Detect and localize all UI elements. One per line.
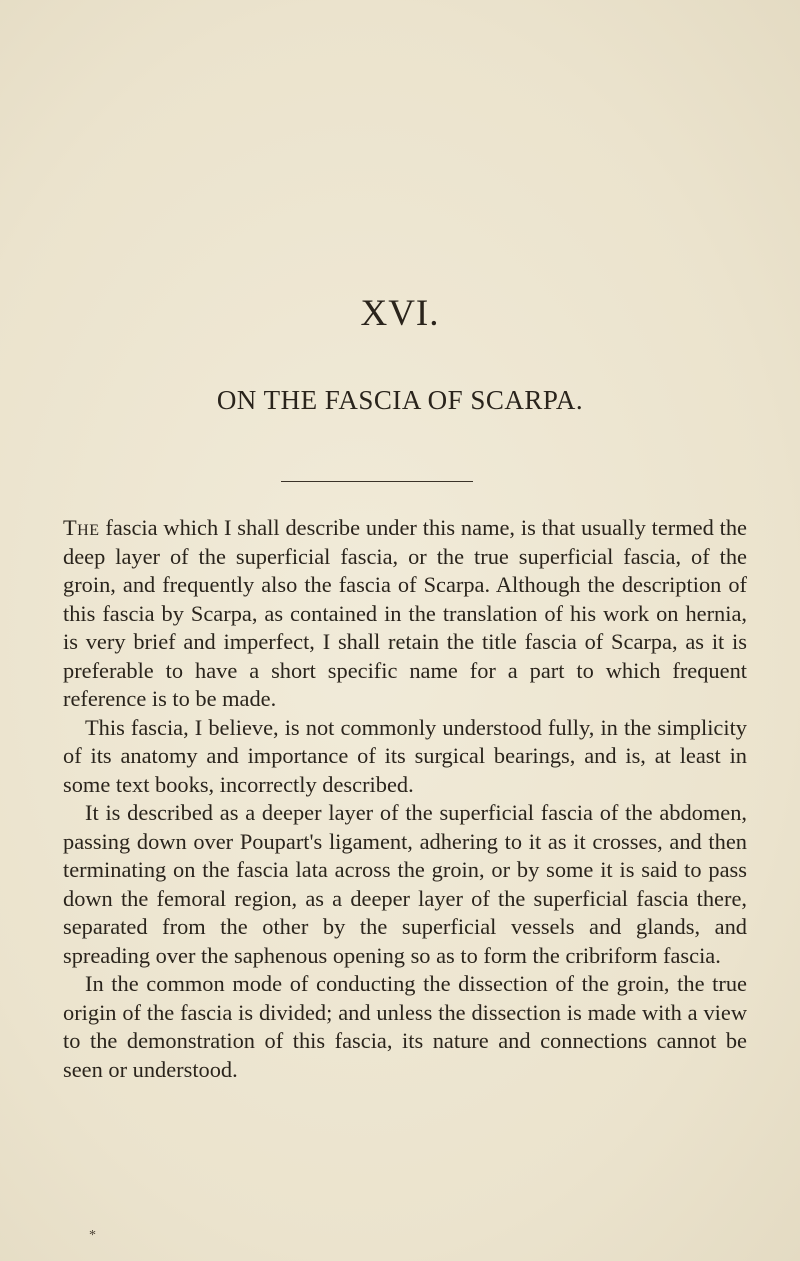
paragraph-lead-word: The <box>63 515 100 540</box>
paragraph: This fascia, I believe, is not commonly understood fully, in the simplicity of its anatomy and importance of its surgical bearings, and is, at least in some text books, incorrectly described. <box>63 714 747 797</box>
paragraph: In the common mode of conducting the dissection of the groin, the true origin of the fascia is divided; and unless the dissection is made with a view to the demonstration of this fascia, its nature and connections cannot be seen or understood. <box>63 971 747 1082</box>
paragraph <box>63 514 747 714</box>
chapter-title: ON THE FASCIA OF SCARPA. <box>216 385 584 415</box>
paragraph-text: fascia which I shall describe under this name, is that usually termed the deep layer of the superficial fascia, or the true superficial fascia, of the groin, and frequently also the fascia of Scarpa. Although the description of this fascia by Scarpa, as contained in the translation of his work on hernia, is very brief and imperfect, I shall retain the title fascia of Scarpa, as it is preferable to have a short specific name for a part to which frequent reference is to be made. <box>63 515 747 711</box>
title-divider <box>281 481 473 482</box>
chapter-number: XVI. <box>360 293 440 334</box>
paragraph: It is described as a deeper layer of the superficial fascia of the abdomen, passing down over Poupart's ligament, adhering to it as it crosses, and then terminating on the fascia lata across the groin, or by some it is said to pass down the femoral region, as a deeper layer of the superficial fascia there, separated from the other by the superficial vessels and glands, and spreading over the saphenous opening so as to form the cribriform fascia. <box>63 800 747 968</box>
chapter-body <box>63 514 747 1084</box>
footer-mark: * <box>89 1228 96 1243</box>
